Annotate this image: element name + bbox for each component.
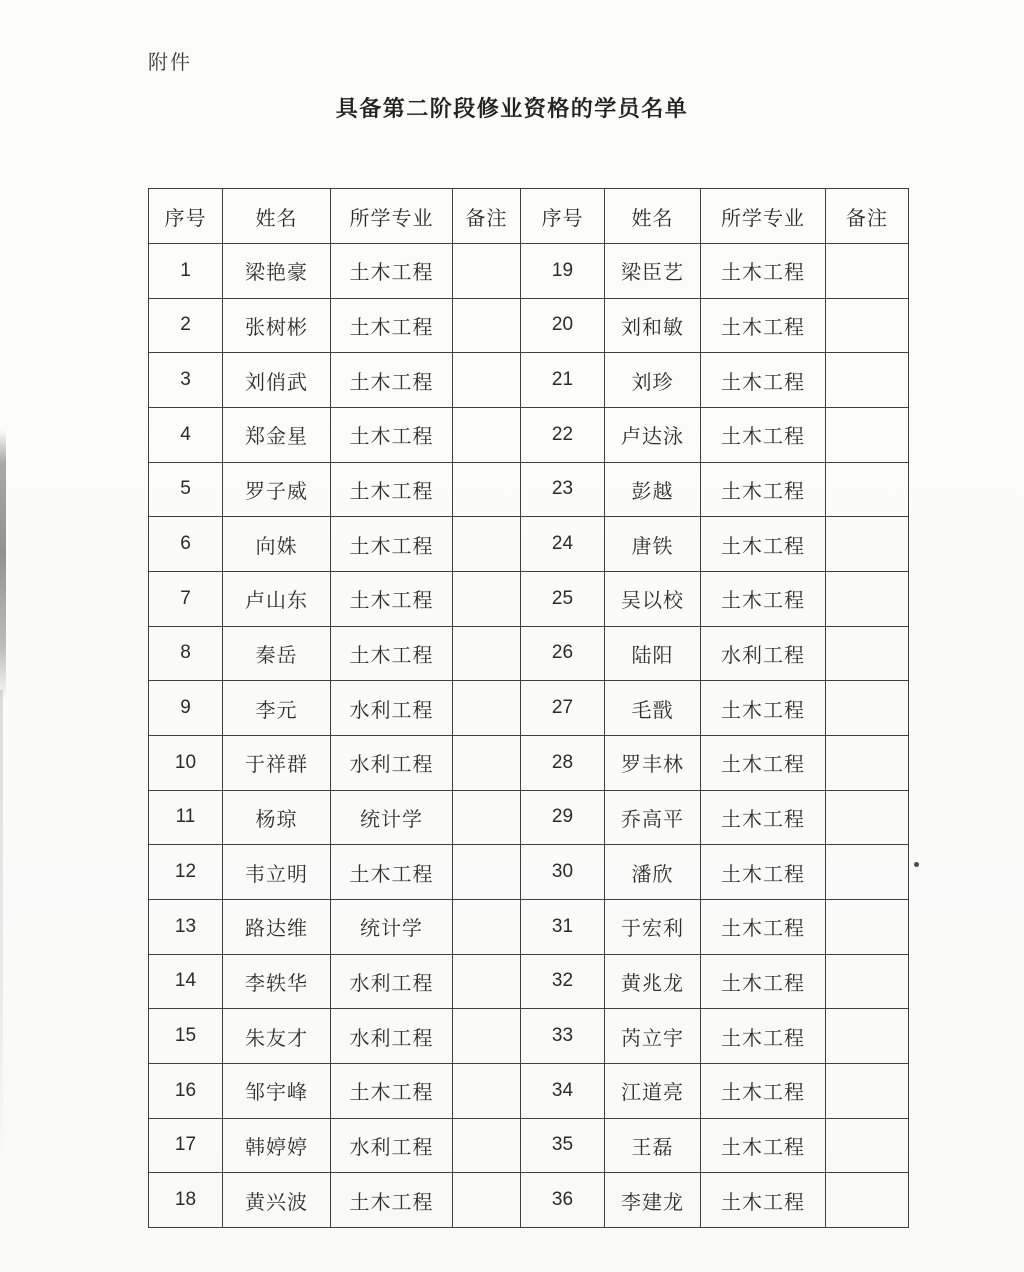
- col-remark-cell: [826, 790, 909, 845]
- table-row: [149, 845, 909, 900]
- col-name-cell: 秦岳: [223, 626, 331, 681]
- col-major-cell: 土木工程: [701, 681, 826, 736]
- col-remark-cell: [453, 407, 521, 462]
- col-major-cell: 土木工程: [331, 462, 453, 517]
- col-major-cell: 土木工程: [701, 517, 826, 572]
- col-no-cell: 9: [149, 681, 223, 736]
- col-name-cell: 唐铁: [605, 517, 701, 572]
- col-name-cell: 陆阳: [605, 626, 701, 681]
- col-major-cell: 统计学: [331, 790, 453, 845]
- col-no-cell: 22: [521, 407, 605, 462]
- col-major-cell: 土木工程: [331, 1063, 453, 1118]
- col-no-cell: 19: [521, 244, 605, 299]
- table-row: [149, 899, 909, 954]
- col-name-cell: 吴以校: [605, 571, 701, 626]
- col-remark-cell: [826, 1063, 909, 1118]
- col-no-cell: 20: [521, 298, 605, 353]
- col-no-cell: 14: [149, 954, 223, 1009]
- col-no-cell: 16: [149, 1063, 223, 1118]
- table-row: [149, 571, 909, 626]
- col-remark-cell: [826, 954, 909, 1009]
- header-col-no: 序号: [521, 189, 605, 244]
- col-major-cell: 土木工程: [701, 1009, 826, 1064]
- col-no-cell: 26: [521, 626, 605, 681]
- col-name-cell: 潘欣: [605, 845, 701, 900]
- col-remark-cell: [453, 735, 521, 790]
- col-name-cell: 王磊: [605, 1118, 701, 1173]
- table-row: [149, 353, 909, 408]
- col-major-cell: 土木工程: [331, 626, 453, 681]
- col-major-cell: 土木工程: [701, 298, 826, 353]
- col-major-cell: 土木工程: [331, 244, 453, 299]
- col-remark-cell: [826, 1009, 909, 1064]
- table-row: [149, 954, 909, 1009]
- col-major-cell: 土木工程: [331, 517, 453, 572]
- col-remark-cell: [453, 517, 521, 572]
- col-name-cell: 刘珍: [605, 353, 701, 408]
- col-major-cell: 土木工程: [331, 298, 453, 353]
- col-major-cell: 土木工程: [701, 899, 826, 954]
- table-row: [149, 1173, 909, 1228]
- col-major-cell: 土木工程: [701, 790, 826, 845]
- col-name-cell: 邹宇峰: [223, 1063, 331, 1118]
- col-name-cell: 彭越: [605, 462, 701, 517]
- table-row: [149, 298, 909, 353]
- col-no-cell: 17: [149, 1118, 223, 1173]
- col-name-cell: 于祥群: [223, 735, 331, 790]
- col-remark-cell: [453, 1009, 521, 1064]
- col-remark-cell: [826, 626, 909, 681]
- col-no-cell: 5: [149, 462, 223, 517]
- col-major-cell: 土木工程: [331, 571, 453, 626]
- col-no-cell: 21: [521, 353, 605, 408]
- col-no-cell: 25: [521, 571, 605, 626]
- col-remark-cell: [453, 353, 521, 408]
- col-remark-cell: [453, 1173, 521, 1228]
- header-col-name: 姓名: [605, 189, 701, 244]
- col-remark-cell: [826, 244, 909, 299]
- col-major-cell: 土木工程: [701, 571, 826, 626]
- scan-edge-shadow-faint: [0, 690, 3, 1160]
- student-list-table: [148, 188, 909, 1228]
- col-name-cell: 黄兴波: [223, 1173, 331, 1228]
- col-name-cell: 李元: [223, 681, 331, 736]
- col-name-cell: 梁艳豪: [223, 244, 331, 299]
- col-major-cell: 土木工程: [701, 244, 826, 299]
- col-major-cell: 水利工程: [331, 954, 453, 1009]
- col-remark-cell: [453, 626, 521, 681]
- col-no-cell: 1: [149, 244, 223, 299]
- col-name-cell: 罗丰林: [605, 735, 701, 790]
- col-major-cell: 水利工程: [331, 681, 453, 736]
- table-row: [149, 681, 909, 736]
- col-remark-cell: [826, 298, 909, 353]
- col-remark-cell: [826, 681, 909, 736]
- col-no-cell: 15: [149, 1009, 223, 1064]
- col-no-cell: 35: [521, 1118, 605, 1173]
- col-major-cell: 水利工程: [331, 1118, 453, 1173]
- col-name-cell: 韩婷婷: [223, 1118, 331, 1173]
- col-name-cell: 毛戬: [605, 681, 701, 736]
- col-remark-cell: [453, 1118, 521, 1173]
- col-remark-cell: [453, 462, 521, 517]
- col-no-cell: 33: [521, 1009, 605, 1064]
- table-row: [149, 517, 909, 572]
- col-no-cell: 31: [521, 899, 605, 954]
- col-remark-cell: [826, 735, 909, 790]
- col-major-cell: 土木工程: [331, 353, 453, 408]
- col-remark-cell: [826, 1173, 909, 1228]
- col-no-cell: 12: [149, 845, 223, 900]
- col-remark-cell: [453, 1063, 521, 1118]
- col-remark-cell: [453, 681, 521, 736]
- col-name-cell: 于宏利: [605, 899, 701, 954]
- col-name-cell: 张树彬: [223, 298, 331, 353]
- col-remark-cell: [826, 845, 909, 900]
- col-name-cell: 乔高平: [605, 790, 701, 845]
- col-name-cell: 梁臣艺: [605, 244, 701, 299]
- col-name-cell: 卢达泳: [605, 407, 701, 462]
- col-name-cell: 郑金星: [223, 407, 331, 462]
- col-major-cell: 土木工程: [701, 735, 826, 790]
- table-row: [149, 462, 909, 517]
- col-major-cell: 土木工程: [701, 462, 826, 517]
- col-remark-cell: [453, 790, 521, 845]
- col-major-cell: 土木工程: [701, 353, 826, 408]
- col-major-cell: 水利工程: [331, 735, 453, 790]
- col-no-cell: 23: [521, 462, 605, 517]
- col-major-cell: 水利工程: [701, 626, 826, 681]
- attachment-label: 附件: [148, 52, 192, 74]
- col-no-cell: 6: [149, 517, 223, 572]
- table-row: [149, 790, 909, 845]
- col-no-cell: 28: [521, 735, 605, 790]
- col-no-cell: 8: [149, 626, 223, 681]
- col-name-cell: 江道亮: [605, 1063, 701, 1118]
- col-name-cell: 李轶华: [223, 954, 331, 1009]
- header-col-major: 所学专业: [701, 189, 826, 244]
- col-major-cell: 土木工程: [701, 1063, 826, 1118]
- col-no-cell: 24: [521, 517, 605, 572]
- col-major-cell: 土木工程: [701, 845, 826, 900]
- header-col-major: 所学专业: [331, 189, 453, 244]
- col-no-cell: 30: [521, 845, 605, 900]
- col-no-cell: 11: [149, 790, 223, 845]
- col-remark-cell: [453, 845, 521, 900]
- col-remark-cell: [826, 899, 909, 954]
- page-title: 具备第二阶段修业资格的学员名单: [335, 96, 689, 121]
- table-row: [149, 1118, 909, 1173]
- col-name-cell: 朱友才: [223, 1009, 331, 1064]
- col-name-cell: 路达维: [223, 899, 331, 954]
- col-remark-cell: [453, 899, 521, 954]
- col-no-cell: 32: [521, 954, 605, 1009]
- col-name-cell: 刘俏武: [223, 353, 331, 408]
- col-remark-cell: [453, 298, 521, 353]
- col-major-cell: 土木工程: [701, 1118, 826, 1173]
- col-name-cell: 刘和敏: [605, 298, 701, 353]
- col-no-cell: 36: [521, 1173, 605, 1228]
- col-remark-cell: [826, 517, 909, 572]
- col-name-cell: 罗子威: [223, 462, 331, 517]
- col-remark-cell: [826, 407, 909, 462]
- col-remark-cell: [826, 462, 909, 517]
- table-row: [149, 407, 909, 462]
- col-no-cell: 13: [149, 899, 223, 954]
- col-no-cell: 4: [149, 407, 223, 462]
- col-remark-cell: [826, 571, 909, 626]
- col-no-cell: 7: [149, 571, 223, 626]
- col-major-cell: 土木工程: [331, 845, 453, 900]
- table-row: [149, 735, 909, 790]
- col-major-cell: 土木工程: [701, 954, 826, 1009]
- header-col-remark: 备注: [826, 189, 909, 244]
- table-body: [149, 244, 909, 1228]
- col-no-cell: 10: [149, 735, 223, 790]
- col-no-cell: 29: [521, 790, 605, 845]
- col-name-cell: 向姝: [223, 517, 331, 572]
- header-col-no: 序号: [149, 189, 223, 244]
- col-major-cell: 统计学: [331, 899, 453, 954]
- col-no-cell: 18: [149, 1173, 223, 1228]
- col-major-cell: 土木工程: [701, 1173, 826, 1228]
- col-remark-cell: [453, 571, 521, 626]
- col-no-cell: 3: [149, 353, 223, 408]
- col-major-cell: 土木工程: [331, 407, 453, 462]
- col-remark-cell: [453, 954, 521, 1009]
- col-name-cell: 卢山东: [223, 571, 331, 626]
- table-row: [149, 1063, 909, 1118]
- col-name-cell: 芮立宇: [605, 1009, 701, 1064]
- header-col-name: 姓名: [223, 189, 331, 244]
- col-name-cell: 杨琼: [223, 790, 331, 845]
- col-no-cell: 2: [149, 298, 223, 353]
- col-name-cell: 黄兆龙: [605, 954, 701, 1009]
- col-major-cell: 水利工程: [331, 1009, 453, 1064]
- col-remark-cell: [826, 1118, 909, 1173]
- col-major-cell: 土木工程: [701, 407, 826, 462]
- col-major-cell: 土木工程: [331, 1173, 453, 1228]
- col-no-cell: 27: [521, 681, 605, 736]
- table-row: [149, 1009, 909, 1064]
- col-remark-cell: [453, 244, 521, 299]
- col-remark-cell: [826, 353, 909, 408]
- scan-edge-shadow: [0, 430, 6, 700]
- col-name-cell: 韦立明: [223, 845, 331, 900]
- header-col-remark: 备注: [453, 189, 521, 244]
- col-no-cell: 34: [521, 1063, 605, 1118]
- table-row: [149, 626, 909, 681]
- ink-speck: [914, 862, 919, 867]
- col-name-cell: 李建龙: [605, 1173, 701, 1228]
- table-header-row: [149, 189, 909, 244]
- table-row: [149, 244, 909, 299]
